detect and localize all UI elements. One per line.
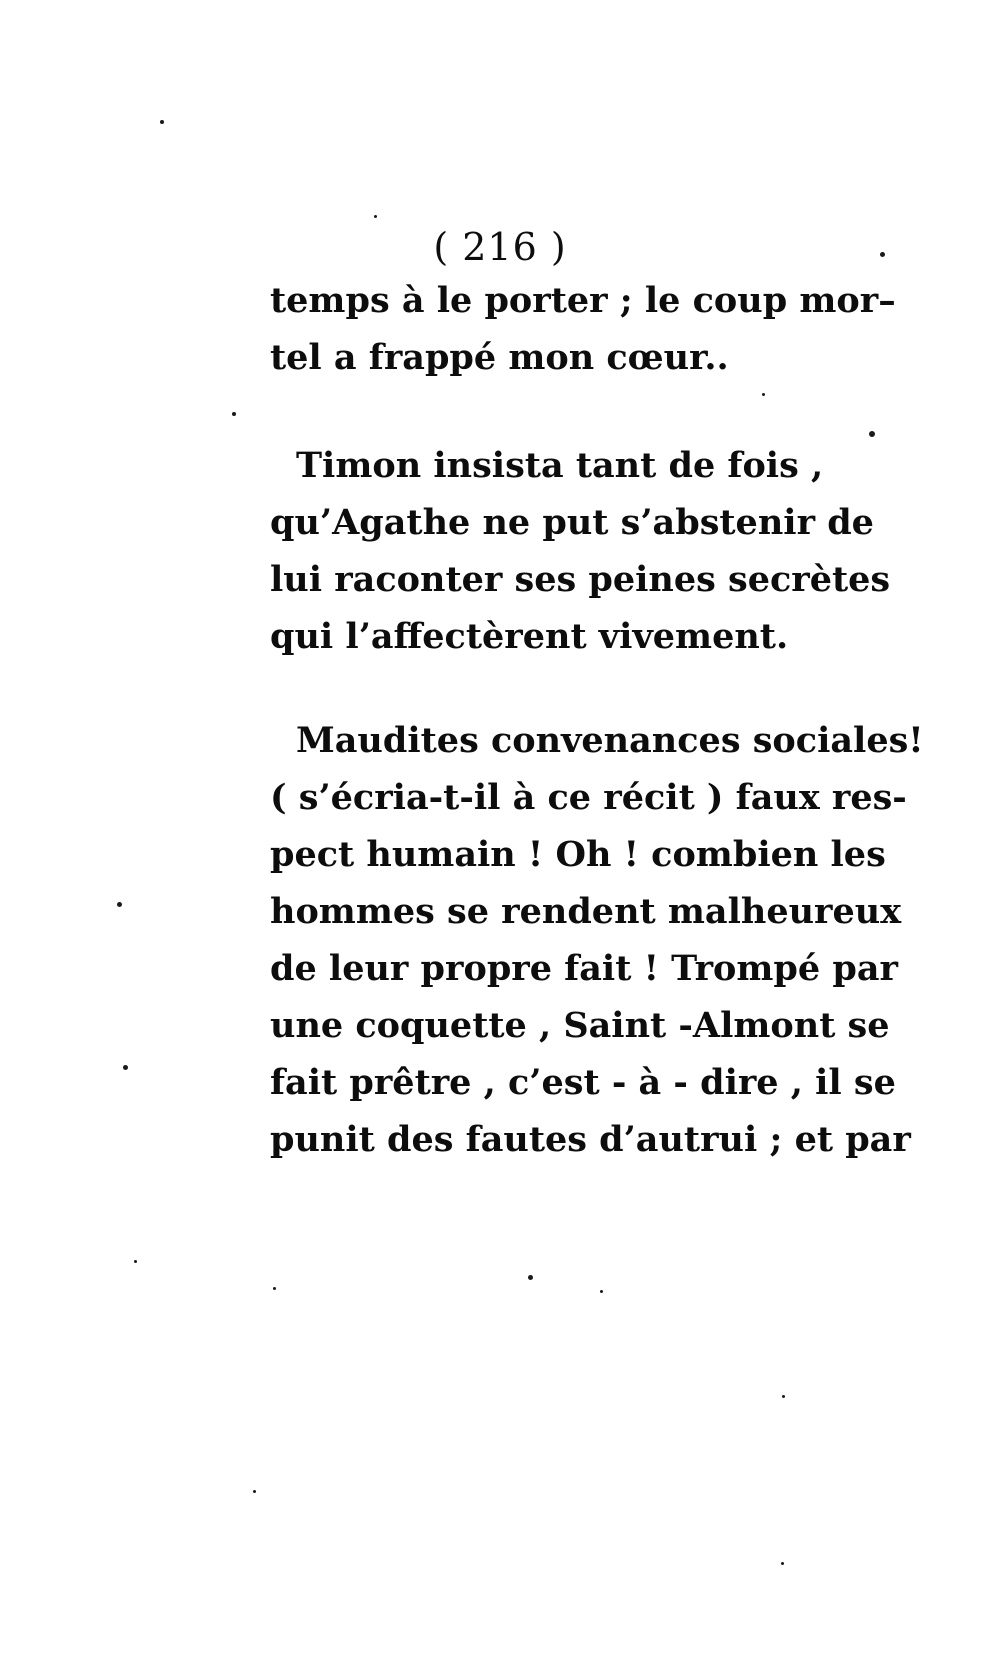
scan-speck [160, 120, 164, 124]
text-line: fait prêtre , c’est - à - dire , il se [270, 1062, 896, 1103]
scan-speck [117, 902, 122, 907]
scan-speck [781, 1562, 784, 1565]
text-line: temps à le porter ; le coup mor– [270, 280, 896, 321]
paragraph-3 [270, 712, 924, 1168]
scan-speck [253, 1490, 256, 1493]
scan-speck [869, 431, 875, 437]
text-line: qu’Agathe ne put s’abstenir de [270, 502, 874, 543]
text-line: lui raconter ses peines secrètes [270, 559, 891, 600]
scan-speck [374, 215, 377, 218]
text-line: punit des fautes d’autrui ; et par [270, 1119, 911, 1160]
text-line: ( s’écria-t-il à ce récit ) faux res- [270, 777, 907, 818]
scan-speck [762, 393, 765, 396]
scan-speck [134, 1260, 137, 1263]
text-line: une coquette , Saint -Almont se [270, 1005, 890, 1046]
text-line: qui l’affectèrent vivement. [270, 616, 789, 657]
scan-speck [273, 1287, 276, 1290]
scan-speck [600, 1290, 603, 1293]
scan-speck [232, 412, 236, 416]
scan-speck [880, 252, 885, 257]
text-line: Maudites convenances sociales! [296, 720, 924, 761]
scan-speck [528, 1275, 533, 1280]
paragraph-1 [270, 272, 896, 386]
scan-speck [782, 1395, 785, 1398]
text-line: Timon insista tant de fois , [296, 445, 824, 486]
paragraph-2 [270, 437, 891, 665]
page-number-header: ( 216 ) [433, 225, 567, 269]
text-line: hommes se rendent malheureux [270, 891, 902, 932]
text-line: de leur propre fait ! Trompé par [270, 948, 898, 989]
text-line: pect humain ! Oh ! combien les [270, 834, 886, 875]
scan-speck [123, 1065, 128, 1070]
text-line: tel a frappé mon cœur.. [270, 337, 729, 378]
